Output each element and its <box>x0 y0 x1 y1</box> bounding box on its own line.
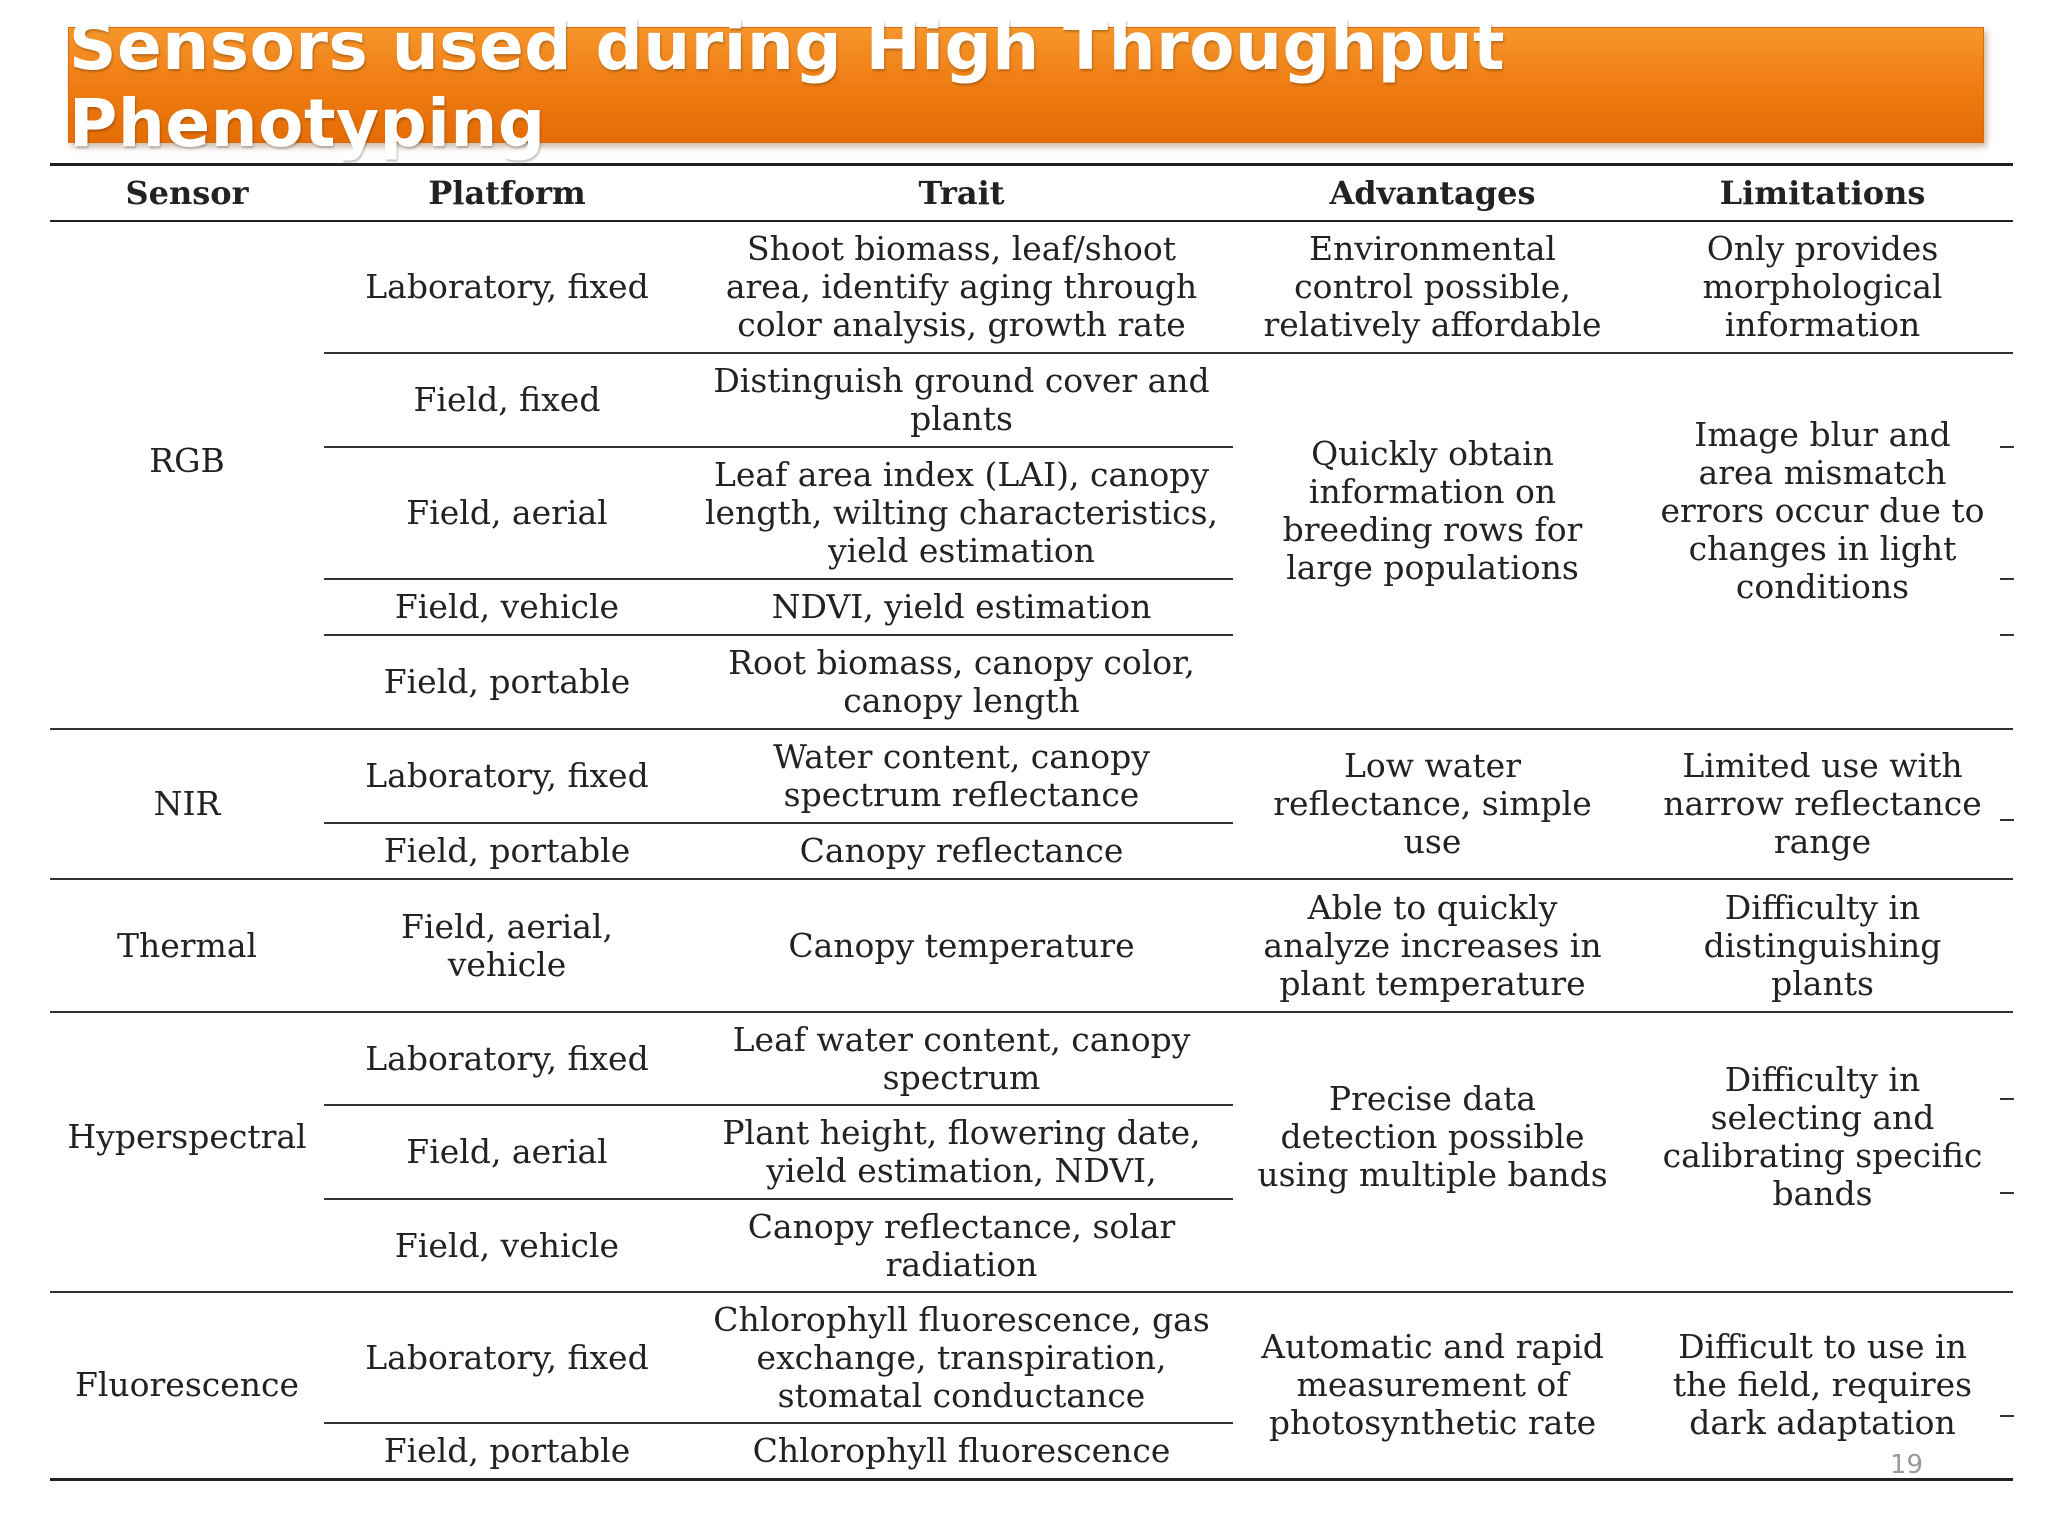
advantages-cell: Low water reflectance, simple use <box>1233 729 1632 879</box>
limitations-cell: Limited use with narrow reflectance range <box>1632 729 2013 879</box>
header-limitations: Limitations <box>1632 165 2013 222</box>
trait-cell: Root biomass, canopy color, canopy length <box>690 635 1233 729</box>
platform-cell: Laboratory, fixed <box>324 729 690 823</box>
platform-cell: Laboratory, fixed <box>324 221 690 353</box>
edge-tick <box>2000 819 2014 821</box>
platform-cell: Field, vehicle <box>324 579 690 635</box>
platform-cell: Field, aerial <box>324 447 690 579</box>
limitations-cell: Only provides morphological information <box>1632 221 2013 353</box>
trait-cell: Canopy temperature <box>690 879 1233 1012</box>
trait-cell: Water content, canopy spectrum reflectance <box>690 729 1233 823</box>
title-banner <box>68 8 1984 162</box>
limitations-cell: Image blur and area mismatch errors occur due to changes in light conditions <box>1632 353 2013 729</box>
platform-cell: Field, aerial, vehicle <box>324 879 690 1012</box>
table-row <box>50 353 2013 447</box>
table-row <box>50 1292 2013 1423</box>
edge-tick <box>2000 1415 2014 1417</box>
sensor-cell-thermal: Thermal <box>50 879 324 1012</box>
limitations-cell: Difficulty in selecting and calibrating specific bands <box>1632 1012 2013 1292</box>
header-row <box>50 165 2013 222</box>
advantages-cell: Able to quickly analyze increases in plant temperature <box>1233 879 1632 1012</box>
platform-cell: Field, aerial <box>324 1105 690 1199</box>
sensor-cell-hyperspectral: Hyperspectral <box>50 1012 324 1292</box>
trait-cell: Chlorophyll fluorescence <box>690 1423 1233 1479</box>
platform-cell: Field, fixed <box>324 353 690 447</box>
trait-cell: Distinguish ground cover and plants <box>690 353 1233 447</box>
sensor-table-container <box>50 163 2013 1481</box>
platform-cell: Field, portable <box>324 635 690 729</box>
sensor-cell-nir: NIR <box>50 729 324 879</box>
table-row <box>50 729 2013 823</box>
trait-cell: Canopy reflectance, solar radiation <box>690 1199 1233 1292</box>
sensor-cell-rgb: RGB <box>50 221 324 729</box>
sensor-table <box>50 163 2013 1481</box>
edge-tick <box>2000 1192 2014 1194</box>
header-advantages: Advantages <box>1233 165 1632 222</box>
header-platform: Platform <box>324 165 690 222</box>
limitations-cell: Difficult to use in the field, requires dark adaptation <box>1632 1292 2013 1479</box>
trait-cell: Shoot biomass, leaf/shoot area, identify aging through color analysis, growth rate <box>690 221 1233 353</box>
page-number: 19 <box>1890 1450 1924 1480</box>
platform-cell: Field, portable <box>324 1423 690 1479</box>
table-row <box>50 1012 2013 1105</box>
limitations-cell: Difficulty in distinguishing plants <box>1632 879 2013 1012</box>
table-row <box>50 879 2013 1012</box>
advantages-cell: Automatic and rapid measurement of photosynthetic rate <box>1233 1292 1632 1479</box>
slide-title: Sensors used during High Throughput Phenotyping <box>69 8 1506 162</box>
edge-tick <box>2000 634 2014 636</box>
sensor-cell-fluorescence: Fluorescence <box>50 1292 324 1479</box>
header-trait: Trait <box>690 165 1233 222</box>
trait-cell: Chlorophyll fluorescence, gas exchange, transpiration, stomatal conductance <box>690 1292 1233 1423</box>
edge-tick <box>2000 578 2014 580</box>
trait-cell: Leaf water content, canopy spectrum <box>690 1012 1233 1105</box>
advantages-cell: Environmental control possible, relatively affordable <box>1233 221 1632 353</box>
trait-cell: NDVI, yield estimation <box>690 579 1233 635</box>
trait-cell: Plant height, flowering date, yield estimation, NDVI, <box>690 1105 1233 1199</box>
trait-cell: Leaf area index (LAI), canopy length, wilting characteristics, yield estimation <box>690 447 1233 579</box>
advantages-cell: Precise data detection possible using multiple bands <box>1233 1012 1632 1292</box>
advantages-cell: Quickly obtain information on breeding rows for large populations <box>1233 353 1632 729</box>
header-sensor: Sensor <box>50 165 324 222</box>
platform-cell: Laboratory, fixed <box>324 1012 690 1105</box>
edge-tick <box>2000 1098 2014 1100</box>
platform-cell: Field, vehicle <box>324 1199 690 1292</box>
platform-cell: Field, portable <box>324 823 690 879</box>
trait-cell: Canopy reflectance <box>690 823 1233 879</box>
table-row <box>50 221 2013 353</box>
platform-cell: Laboratory, fixed <box>324 1292 690 1423</box>
edge-tick <box>2000 446 2014 448</box>
